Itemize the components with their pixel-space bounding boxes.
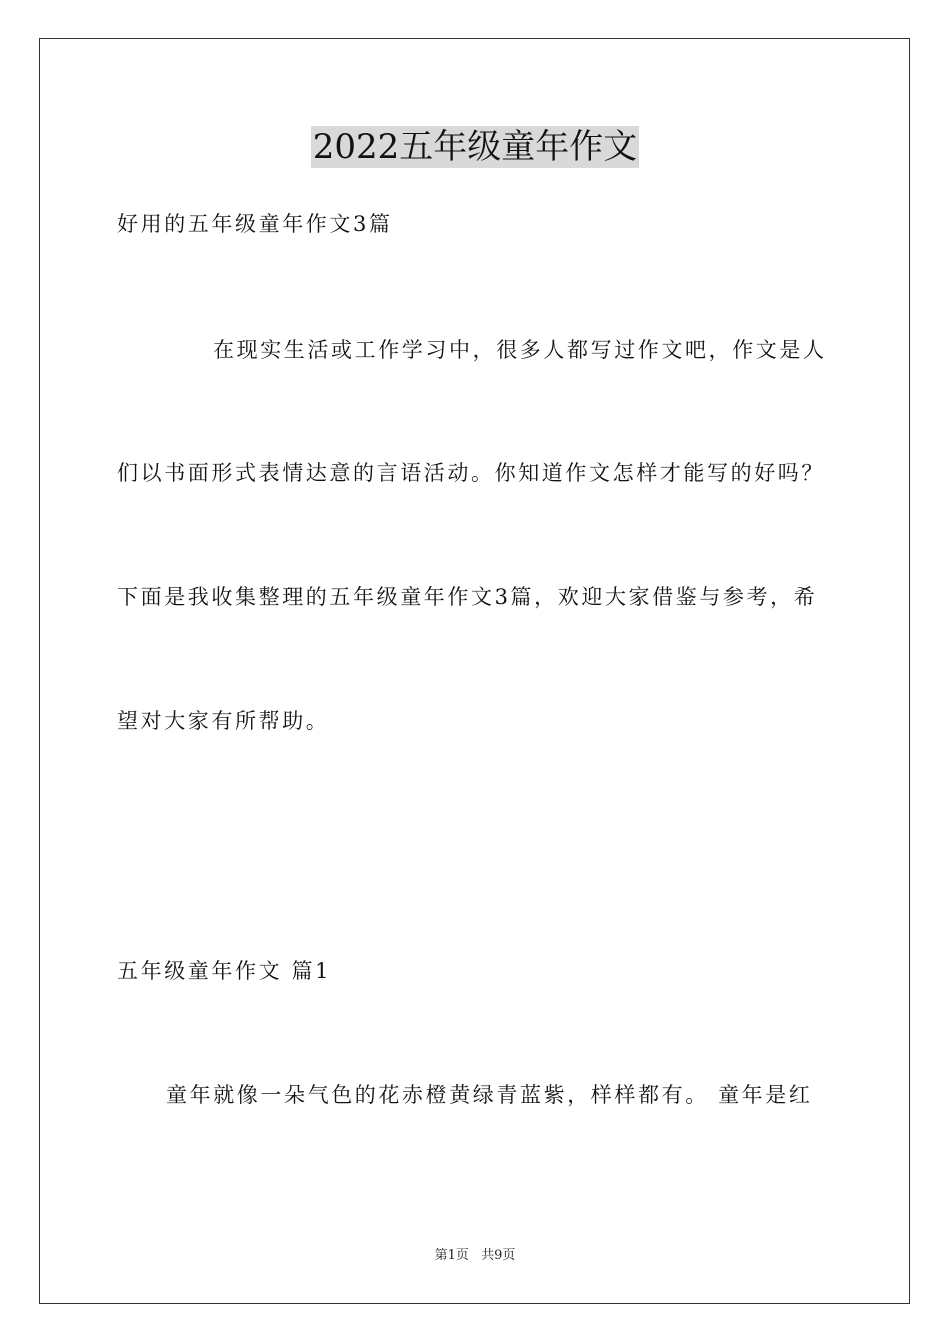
page-total: 共9页 [481,1248,516,1263]
title-container [0,126,950,168]
section-heading: 五年级童年作文 篇1 [117,959,332,983]
document-subtitle: 好用的五年级童年作文3篇 [117,212,393,236]
document-title: 2022五年级童年作文 [312,127,638,167]
intro-line-3: 下面是我收集整理的五年级童年作文3篇，欢迎大家借鉴与参考，希 [117,585,818,609]
intro-line-4: 望对大家有所帮助。 [117,709,330,733]
body-line-1: 童年就像一朵气色的花赤橙黄绿青蓝紫，样样都有。 童年是红 [166,1083,813,1107]
page-footer [0,1246,950,1266]
intro-line-2: 们以书面形式表情达意的言语活动。你知道作文怎样才能写的好吗？ [117,461,825,485]
intro-line-1: 在现实生活或工作学习中，很多人都写过作文吧，作文是人 [213,338,827,362]
page-number: 第1页 [434,1248,469,1263]
